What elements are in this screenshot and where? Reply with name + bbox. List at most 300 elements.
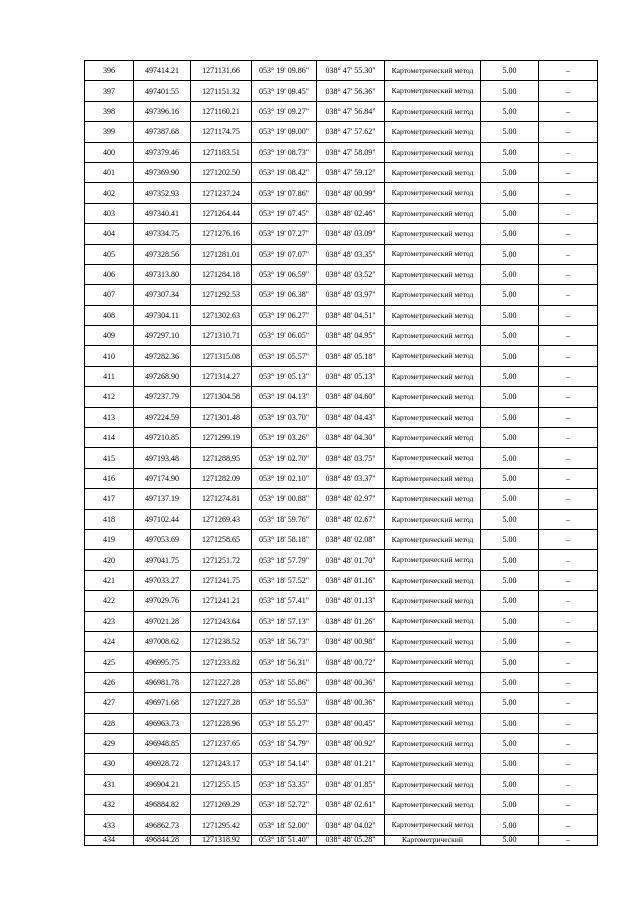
accuracy-cell: 5.00: [481, 489, 539, 509]
longitude-cell: 038° 48' 01.26": [317, 611, 385, 631]
description-cell: –: [539, 509, 598, 529]
point-number-cell: 426: [85, 672, 134, 692]
latitude-cell: 053° 19' 05.13": [252, 366, 317, 386]
accuracy-cell: 5.00: [481, 468, 539, 488]
table-row: [85, 122, 598, 142]
point-number-cell: 414: [85, 428, 134, 448]
point-number-cell: 405: [85, 244, 134, 264]
latitude-cell: 053° 19' 03.26": [252, 428, 317, 448]
longitude-cell: 038° 48' 02.67": [317, 509, 385, 529]
description-cell: –: [539, 346, 598, 366]
latitude-cell: 053° 18' 55.27": [252, 713, 317, 733]
y-coordinate-cell: 1271202.50: [191, 162, 252, 182]
latitude-cell: 053° 18' 54.79": [252, 733, 317, 753]
table-row: [85, 733, 598, 753]
latitude-cell: 053° 19' 05.57": [252, 346, 317, 366]
point-number-cell: 417: [85, 489, 134, 509]
x-coordinate-cell: 497369.90: [134, 162, 191, 182]
x-coordinate-cell: 497352.93: [134, 183, 191, 203]
table-row: [85, 611, 598, 631]
method-cell: Картометрический метод: [385, 693, 481, 713]
description-cell: –: [539, 774, 598, 794]
latitude-cell: 053° 19' 07.07": [252, 244, 317, 264]
method-cell: Картометрический метод: [385, 264, 481, 284]
point-number-cell: 429: [85, 733, 134, 753]
point-number-cell: 420: [85, 550, 134, 570]
method-cell: Картометрический метод: [385, 570, 481, 590]
longitude-cell: 038° 47' 55.30": [317, 61, 385, 81]
latitude-cell: 053° 18' 52.00": [252, 815, 317, 835]
accuracy-cell: 5.00: [481, 387, 539, 407]
longitude-cell: 038° 48' 05.28": [317, 835, 385, 845]
point-number-cell: 421: [85, 570, 134, 590]
table-row: [85, 428, 598, 448]
longitude-cell: 038° 48' 04.60": [317, 387, 385, 407]
point-number-cell: 431: [85, 774, 134, 794]
latitude-cell: 053° 18' 53.35": [252, 774, 317, 794]
longitude-cell: 038° 47' 59.12": [317, 162, 385, 182]
point-number-cell: 399: [85, 122, 134, 142]
table-row: [85, 835, 598, 845]
accuracy-cell: 5.00: [481, 162, 539, 182]
x-coordinate-cell: 497334.75: [134, 224, 191, 244]
y-coordinate-cell: 1271241.21: [191, 591, 252, 611]
accuracy-cell: 5.00: [481, 122, 539, 142]
accuracy-cell: 5.00: [481, 591, 539, 611]
accuracy-cell: 5.00: [481, 631, 539, 651]
y-coordinate-cell: 1271274.81: [191, 489, 252, 509]
x-coordinate-cell: 496928.72: [134, 754, 191, 774]
x-coordinate-cell: 497387.68: [134, 122, 191, 142]
y-coordinate-cell: 1271174.75: [191, 122, 252, 142]
x-coordinate-cell: 497210.85: [134, 428, 191, 448]
accuracy-cell: 5.00: [481, 713, 539, 733]
table-row: [85, 591, 598, 611]
y-coordinate-cell: 1271301.48: [191, 407, 252, 427]
description-cell: –: [539, 550, 598, 570]
method-cell: Картометрический метод: [385, 428, 481, 448]
longitude-cell: 038° 48' 01.85": [317, 774, 385, 794]
x-coordinate-cell: 496981.78: [134, 672, 191, 692]
accuracy-cell: 5.00: [481, 244, 539, 264]
x-coordinate-cell: 497414.21: [134, 61, 191, 81]
method-cell: Картометрический метод: [385, 713, 481, 733]
longitude-cell: 038° 48' 03.37": [317, 468, 385, 488]
latitude-cell: 053° 18' 55.53": [252, 693, 317, 713]
point-number-cell: 423: [85, 611, 134, 631]
table-row: [85, 550, 598, 570]
table-row: [85, 305, 598, 325]
longitude-cell: 038° 48' 02.08": [317, 529, 385, 549]
method-cell: Картометрический метод: [385, 387, 481, 407]
longitude-cell: 038° 48' 02.61": [317, 795, 385, 815]
x-coordinate-cell: 496844.28: [134, 835, 191, 845]
y-coordinate-cell: 1271281.01: [191, 244, 252, 264]
method-cell: Картометрический метод: [385, 285, 481, 305]
x-coordinate-cell: 497307.34: [134, 285, 191, 305]
y-coordinate-cell: 1271304.58: [191, 387, 252, 407]
accuracy-cell: 5.00: [481, 203, 539, 223]
method-cell: Картометрический метод: [385, 203, 481, 223]
accuracy-cell: 5.00: [481, 754, 539, 774]
longitude-cell: 038° 48' 00.36": [317, 672, 385, 692]
table-row: [85, 285, 598, 305]
longitude-cell: 038° 48' 03.75": [317, 448, 385, 468]
method-cell: Картометрический метод: [385, 754, 481, 774]
longitude-cell: 038° 48' 03.09": [317, 224, 385, 244]
accuracy-cell: 5.00: [481, 101, 539, 121]
latitude-cell: 053° 18' 59.76": [252, 509, 317, 529]
longitude-cell: 038° 47' 56.36": [317, 81, 385, 101]
table-row: [85, 326, 598, 346]
longitude-cell: 038° 48' 03.97": [317, 285, 385, 305]
y-coordinate-cell: 1271269.43: [191, 509, 252, 529]
y-coordinate-cell: 1271314.27: [191, 366, 252, 386]
x-coordinate-cell: 497033.27: [134, 570, 191, 590]
y-coordinate-cell: 1271276.16: [191, 224, 252, 244]
description-cell: –: [539, 183, 598, 203]
longitude-cell: 038° 48' 02.97": [317, 489, 385, 509]
y-coordinate-cell: 1271243.64: [191, 611, 252, 631]
method-cell: Картометрический метод: [385, 244, 481, 264]
description-cell: –: [539, 631, 598, 651]
description-cell: –: [539, 305, 598, 325]
longitude-cell: 038° 48' 01.70": [317, 550, 385, 570]
method-cell: Картометрический метод: [385, 509, 481, 529]
table-body: [85, 61, 598, 846]
latitude-cell: 053° 18' 54.14": [252, 754, 317, 774]
y-coordinate-cell: 1271292.53: [191, 285, 252, 305]
accuracy-cell: 5.00: [481, 672, 539, 692]
longitude-cell: 038° 48' 00.72": [317, 652, 385, 672]
y-coordinate-cell: 1271264.44: [191, 203, 252, 223]
x-coordinate-cell: 497237.79: [134, 387, 191, 407]
point-number-cell: 427: [85, 693, 134, 713]
method-cell: Картометрический метод: [385, 489, 481, 509]
point-number-cell: 402: [85, 183, 134, 203]
point-number-cell: 434: [85, 835, 134, 845]
table-row: [85, 407, 598, 427]
y-coordinate-cell: 1271315.08: [191, 346, 252, 366]
x-coordinate-cell: 497282.36: [134, 346, 191, 366]
method-cell: Картометрический метод: [385, 611, 481, 631]
y-coordinate-cell: 1271237.24: [191, 183, 252, 203]
x-coordinate-cell: 496948.85: [134, 733, 191, 753]
longitude-cell: 038° 48' 04.02": [317, 815, 385, 835]
latitude-cell: 053° 18' 55.86": [252, 672, 317, 692]
description-cell: –: [539, 142, 598, 162]
point-number-cell: 398: [85, 101, 134, 121]
description-cell: –: [539, 387, 598, 407]
point-number-cell: 406: [85, 264, 134, 284]
method-cell: Картометрический метод: [385, 448, 481, 468]
longitude-cell: 038° 48' 00.45": [317, 713, 385, 733]
x-coordinate-cell: 496971.68: [134, 693, 191, 713]
x-coordinate-cell: 497053.69: [134, 529, 191, 549]
point-number-cell: 408: [85, 305, 134, 325]
longitude-cell: 038° 48' 04.51": [317, 305, 385, 325]
accuracy-cell: 5.00: [481, 529, 539, 549]
y-coordinate-cell: 1271227.28: [191, 693, 252, 713]
method-cell: Картометрический метод: [385, 162, 481, 182]
table-row: [85, 774, 598, 794]
y-coordinate-cell: 1271241.75: [191, 570, 252, 590]
method-cell: Картометрический метод: [385, 326, 481, 346]
description-cell: –: [539, 754, 598, 774]
latitude-cell: 053° 19' 06.38": [252, 285, 317, 305]
method-cell: Картометрический метод: [385, 672, 481, 692]
description-cell: –: [539, 122, 598, 142]
longitude-cell: 038° 48' 02.46": [317, 203, 385, 223]
latitude-cell: 053° 18' 57.52": [252, 570, 317, 590]
latitude-cell: 053° 18' 57.41": [252, 591, 317, 611]
table-row: [85, 101, 598, 121]
latitude-cell: 053° 19' 06.05": [252, 326, 317, 346]
method-cell: Картометрический метод: [385, 122, 481, 142]
description-cell: –: [539, 795, 598, 815]
x-coordinate-cell: 497008.62: [134, 631, 191, 651]
point-number-cell: 425: [85, 652, 134, 672]
point-number-cell: 433: [85, 815, 134, 835]
description-cell: –: [539, 366, 598, 386]
longitude-cell: 038° 48' 00.92": [317, 733, 385, 753]
x-coordinate-cell: 496904.21: [134, 774, 191, 794]
description-cell: –: [539, 489, 598, 509]
method-cell: Картометрический метод: [385, 468, 481, 488]
description-cell: –: [539, 285, 598, 305]
x-coordinate-cell: 497021.28: [134, 611, 191, 631]
accuracy-cell: 5.00: [481, 61, 539, 81]
latitude-cell: 053° 19' 09.00": [252, 122, 317, 142]
point-number-cell: 415: [85, 448, 134, 468]
description-cell: –: [539, 81, 598, 101]
x-coordinate-cell: 496884.82: [134, 795, 191, 815]
accuracy-cell: 5.00: [481, 652, 539, 672]
method-cell: Картометрический метод: [385, 305, 481, 325]
x-coordinate-cell: 497029.76: [134, 591, 191, 611]
table-row: [85, 61, 598, 81]
description-cell: –: [539, 407, 598, 427]
y-coordinate-cell: 1271151.32: [191, 81, 252, 101]
point-number-cell: 400: [85, 142, 134, 162]
table-row: [85, 224, 598, 244]
point-number-cell: 396: [85, 61, 134, 81]
method-cell: Картометрический метод: [385, 815, 481, 835]
table-row: [85, 815, 598, 835]
latitude-cell: 053° 19' 02.70": [252, 448, 317, 468]
point-number-cell: 404: [85, 224, 134, 244]
description-cell: –: [539, 529, 598, 549]
description-cell: –: [539, 428, 598, 448]
y-coordinate-cell: 1271237.65: [191, 733, 252, 753]
accuracy-cell: 5.00: [481, 264, 539, 284]
longitude-cell: 038° 48' 03.35": [317, 244, 385, 264]
longitude-cell: 038° 47' 56.84": [317, 101, 385, 121]
longitude-cell: 038° 48' 01.16": [317, 570, 385, 590]
method-cell: Картометрический метод: [385, 550, 481, 570]
table-row: [85, 713, 598, 733]
accuracy-cell: 5.00: [481, 550, 539, 570]
longitude-cell: 038° 48' 00.98": [317, 631, 385, 651]
table-row: [85, 468, 598, 488]
table-row: [85, 183, 598, 203]
description-cell: –: [539, 448, 598, 468]
method-cell: Картометрический метод: [385, 591, 481, 611]
method-cell: Картометрический: [385, 835, 481, 845]
x-coordinate-cell: 497224.59: [134, 407, 191, 427]
point-number-cell: 411: [85, 366, 134, 386]
method-cell: Картометрический метод: [385, 81, 481, 101]
accuracy-cell: 5.00: [481, 142, 539, 162]
accuracy-cell: 5.00: [481, 81, 539, 101]
longitude-cell: 038° 48' 03.52": [317, 264, 385, 284]
accuracy-cell: 5.00: [481, 774, 539, 794]
point-number-cell: 418: [85, 509, 134, 529]
table-row: [85, 509, 598, 529]
longitude-cell: 038° 48' 04.43": [317, 407, 385, 427]
table-row: [85, 448, 598, 468]
longitude-cell: 038° 48' 00.99": [317, 183, 385, 203]
accuracy-cell: 5.00: [481, 693, 539, 713]
description-cell: –: [539, 672, 598, 692]
point-number-cell: 403: [85, 203, 134, 223]
accuracy-cell: 5.00: [481, 570, 539, 590]
y-coordinate-cell: 1271302.63: [191, 305, 252, 325]
latitude-cell: 053° 19' 07.45": [252, 203, 317, 223]
table-row: [85, 366, 598, 386]
y-coordinate-cell: 1271255.15: [191, 774, 252, 794]
method-cell: Картометрический метод: [385, 366, 481, 386]
description-cell: –: [539, 244, 598, 264]
latitude-cell: 053° 19' 03.70": [252, 407, 317, 427]
table-row: [85, 693, 598, 713]
accuracy-cell: 5.00: [481, 733, 539, 753]
longitude-cell: 038° 48' 04.95": [317, 326, 385, 346]
description-cell: –: [539, 570, 598, 590]
y-coordinate-cell: 1271318.92: [191, 835, 252, 845]
table-row: [85, 387, 598, 407]
coordinates-table: [84, 60, 598, 846]
latitude-cell: 053° 18' 51.40": [252, 835, 317, 845]
x-coordinate-cell: 496995.75: [134, 652, 191, 672]
y-coordinate-cell: 1271269.29: [191, 795, 252, 815]
x-coordinate-cell: 497379.46: [134, 142, 191, 162]
y-coordinate-cell: 1271310.71: [191, 326, 252, 346]
method-cell: Картометрический метод: [385, 733, 481, 753]
method-cell: Картометрический метод: [385, 61, 481, 81]
y-coordinate-cell: 1271284.18: [191, 264, 252, 284]
latitude-cell: 053° 19' 00.88": [252, 489, 317, 509]
point-number-cell: 416: [85, 468, 134, 488]
table-row: [85, 570, 598, 590]
y-coordinate-cell: 1271160.21: [191, 101, 252, 121]
x-coordinate-cell: 497304.11: [134, 305, 191, 325]
latitude-cell: 053° 19' 06.59": [252, 264, 317, 284]
longitude-cell: 038° 48' 05.18": [317, 346, 385, 366]
description-cell: –: [539, 815, 598, 835]
description-cell: –: [539, 652, 598, 672]
latitude-cell: 053° 18' 57.79": [252, 550, 317, 570]
latitude-cell: 053° 19' 07.86": [252, 183, 317, 203]
method-cell: Картометрический метод: [385, 529, 481, 549]
description-cell: –: [539, 693, 598, 713]
accuracy-cell: 5.00: [481, 509, 539, 529]
description-cell: –: [539, 713, 598, 733]
accuracy-cell: 5.00: [481, 448, 539, 468]
point-number-cell: 422: [85, 591, 134, 611]
table-row: [85, 754, 598, 774]
method-cell: Картометрический метод: [385, 183, 481, 203]
longitude-cell: 038° 48' 01.21": [317, 754, 385, 774]
method-cell: Картометрический метод: [385, 774, 481, 794]
y-coordinate-cell: 1271228.96: [191, 713, 252, 733]
x-coordinate-cell: 497268.90: [134, 366, 191, 386]
latitude-cell: 053° 18' 56.31": [252, 652, 317, 672]
y-coordinate-cell: 1271131.66: [191, 61, 252, 81]
method-cell: Картометрический метод: [385, 346, 481, 366]
accuracy-cell: 5.00: [481, 428, 539, 448]
x-coordinate-cell: 497041.75: [134, 550, 191, 570]
method-cell: Картометрический метод: [385, 795, 481, 815]
x-coordinate-cell: 496963.73: [134, 713, 191, 733]
table-row: [85, 142, 598, 162]
description-cell: –: [539, 733, 598, 753]
point-number-cell: 412: [85, 387, 134, 407]
latitude-cell: 053° 19' 09.86": [252, 61, 317, 81]
accuracy-cell: 5.00: [481, 795, 539, 815]
description-cell: –: [539, 326, 598, 346]
latitude-cell: 053° 18' 57.13": [252, 611, 317, 631]
latitude-cell: 053° 19' 07.27": [252, 224, 317, 244]
description-cell: –: [539, 835, 598, 845]
x-coordinate-cell: 497328.56: [134, 244, 191, 264]
table-row: [85, 672, 598, 692]
longitude-cell: 038° 47' 58.09": [317, 142, 385, 162]
point-number-cell: 410: [85, 346, 134, 366]
point-number-cell: 401: [85, 162, 134, 182]
longitude-cell: 038° 48' 01.13": [317, 591, 385, 611]
table-row: [85, 264, 598, 284]
x-coordinate-cell: 497174.90: [134, 468, 191, 488]
latitude-cell: 053° 19' 08.73": [252, 142, 317, 162]
accuracy-cell: 5.00: [481, 326, 539, 346]
description-cell: –: [539, 203, 598, 223]
longitude-cell: 038° 48' 04.30": [317, 428, 385, 448]
latitude-cell: 053° 19' 09.27": [252, 101, 317, 121]
longitude-cell: 038° 47' 57.62": [317, 122, 385, 142]
latitude-cell: 053° 19' 02.10": [252, 468, 317, 488]
point-number-cell: 424: [85, 631, 134, 651]
latitude-cell: 053° 19' 08.42": [252, 162, 317, 182]
x-coordinate-cell: 497340.41: [134, 203, 191, 223]
table-row: [85, 81, 598, 101]
longitude-cell: 038° 48' 05.13": [317, 366, 385, 386]
x-coordinate-cell: 497297.10: [134, 326, 191, 346]
method-cell: Картометрический метод: [385, 142, 481, 162]
description-cell: –: [539, 611, 598, 631]
x-coordinate-cell: 497137.19: [134, 489, 191, 509]
longitude-cell: 038° 48' 00.36": [317, 693, 385, 713]
method-cell: Картометрический метод: [385, 631, 481, 651]
latitude-cell: 053° 18' 58.18": [252, 529, 317, 549]
description-cell: –: [539, 591, 598, 611]
latitude-cell: 053° 18' 52.72": [252, 795, 317, 815]
accuracy-cell: 5.00: [481, 346, 539, 366]
point-number-cell: 413: [85, 407, 134, 427]
y-coordinate-cell: 1271243.17: [191, 754, 252, 774]
y-coordinate-cell: 1271258.65: [191, 529, 252, 549]
table-row: [85, 795, 598, 815]
